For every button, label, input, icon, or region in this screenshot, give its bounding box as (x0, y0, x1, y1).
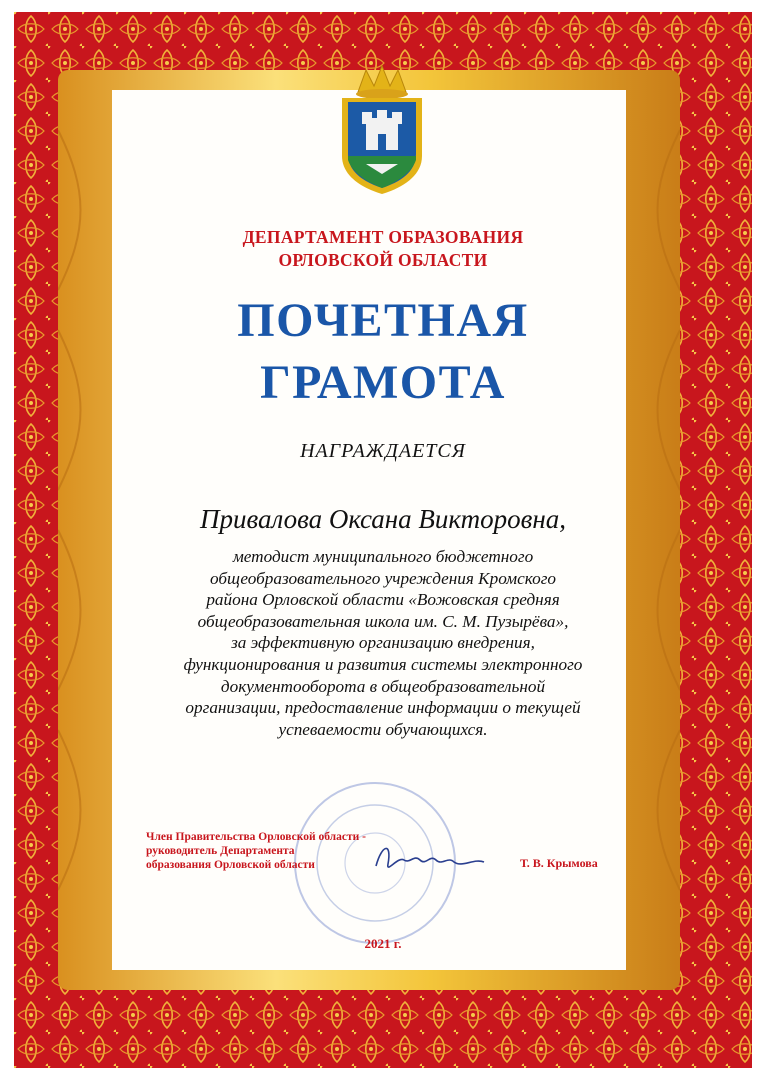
reason-line: общеобразовательного учреждения Кромского (209, 568, 557, 588)
reason-line: функционирования и развития системы электронного (183, 654, 583, 674)
signer-title (146, 830, 366, 872)
signer-name: Т. В. Крымова (520, 856, 598, 870)
reason-line: района Орловской области «Вожовская средняя (206, 590, 560, 610)
title-line-2: ГРАМОТА (260, 356, 506, 409)
issue-year: 2021 г. (364, 936, 402, 951)
orel-coat-of-arms-icon (322, 64, 442, 196)
signer-title-line: образования Орловской области (146, 859, 315, 871)
title-line-1: ПОЧЕТНАЯ (237, 294, 529, 347)
reason-line: за эффективную организацию внедрения, (231, 633, 535, 653)
reason-line: документооборота в общеобразовательной (220, 676, 546, 696)
reason-line: методист муниципального бюджетного (232, 547, 534, 566)
department-heading (0, 226, 766, 272)
department-line-2: ОРЛОВСКОЙ ОБЛАСТИ (278, 250, 488, 270)
signer-title-line: Член Правительства Орловской области - (146, 831, 366, 843)
recipient-name: Привалова Оксана Викторовна, (199, 504, 567, 534)
award-reason (150, 546, 616, 740)
reason-line: общеобразовательная школа им. С. М. Пузырёва», (197, 611, 569, 631)
reason-line: организации, предоставление информации о текущей (185, 698, 581, 718)
signer-title-line: руководитель Департамента (146, 845, 295, 857)
awarded-label: НАГРАЖДАЕТСЯ (300, 440, 466, 462)
handwritten-signature (370, 836, 490, 880)
department-line-1: ДЕПАРТАМЕНТ ОБРАЗОВАНИЯ (242, 227, 524, 247)
reason-line: успеваемости обучающихся. (278, 719, 488, 739)
certificate-title (0, 290, 766, 414)
